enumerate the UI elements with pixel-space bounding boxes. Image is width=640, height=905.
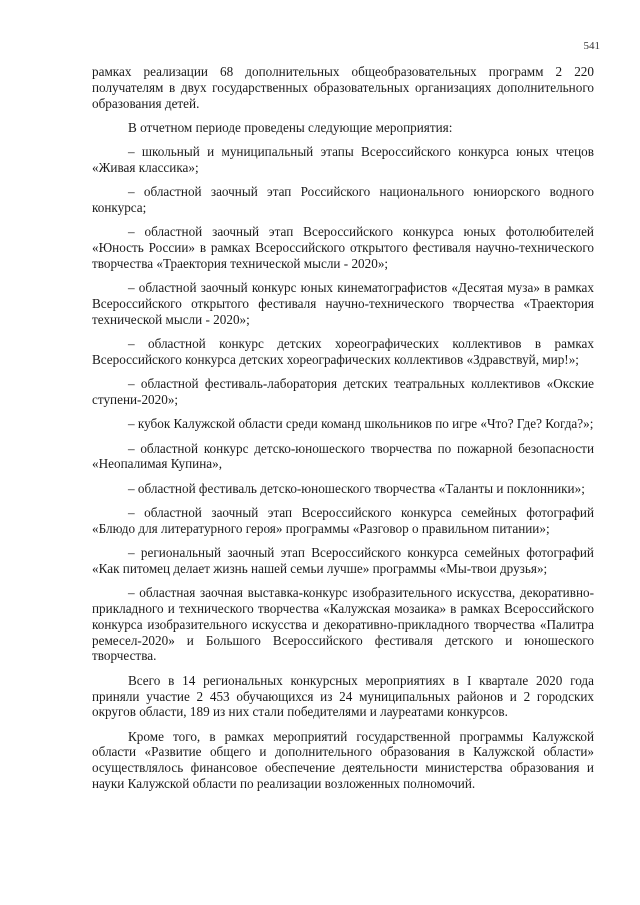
list-item: – кубок Калужской области среди команд школьников по игре «Что? Где? Когда?»; xyxy=(128,416,594,432)
list-item: – областной фестиваль детско-юношеского творчества «Таланты и поклонники»; xyxy=(128,480,585,496)
list-item: – областной заочный конкурс юных кинематографистов «Десятая муза» в рамках Всероссийского открытого фестиваля научно-технического творчества «Траектория технической мысли - 2020»; xyxy=(92,280,594,327)
list-item: – региональный заочный этап Всероссийского конкурса семейных фотографий «Как питомец делает жизнь нашей семьи лучше» программы «Мы-твои друзья»; xyxy=(92,545,594,576)
page-number: 541 xyxy=(583,40,600,52)
paragraph: Всего в 14 региональных конкурсных мероприятиях в I квартале 2020 года приняли участие 2 453 обучающихся из 24 муниципальных районов и 2 городских округов области, 189 из них стали победителями и лауреатами конкурсов. xyxy=(92,672,594,720)
list-item: – областной конкурс детско-юношеского творчества по пожарной безопасности «Неопалимая Купина», xyxy=(92,440,594,472)
paragraph: В отчетном периоде проведены следующие мероприятия: xyxy=(128,119,453,135)
list-item: – областной заочный этап Российского национального юниорского водного конкурса; xyxy=(92,184,594,216)
list-item: – областной заочный этап Всероссийского конкурса семейных фотографий «Блюдо для литературного героя» программы «Разговор о правильном питании»; xyxy=(92,505,594,536)
list-item: – школьный и муниципальный этапы Всероссийского конкурса юных чтецов «Живая классика»; xyxy=(92,144,594,175)
list-item: – областная заочная выставка-конкурс изобразительного искусства, декоративно-прикладного и технического творчества «Калужская мозаика» в рамках Всероссийского конкурса изобразительного искусства и декоративно-прикладного творчества «Палитра ремесел-2020» и Большого Всероссийского фестиваля детского и юношеского творчества. xyxy=(92,585,594,664)
document-body xyxy=(92,64,594,800)
list-item: – областной заочный этап Всероссийского конкурса юных фотолюбителей «Юность России» в рамках Всероссийского открытого фестиваля научно-технического творчества «Траектория технической мысли - 2020»; xyxy=(92,224,594,271)
paragraph: Кроме того, в рамках мероприятий государственной программы Калужской области «Развитие общего и дополнительного образования в Калужской области» осуществлялось финансовое обеспечение деятельности министерства образования и науки Калужской области по реализации возложенных полномочий. xyxy=(92,728,594,791)
paragraph: рамках реализации 68 дополнительных общеобразовательных программ 2 220 получателям в двух государственных образовательных организациях дополнительного образования детей. xyxy=(92,64,594,111)
list-item: – областной конкурс детских хореографических коллективов в рамках Всероссийского конкурса детских хореографических коллективов «Здравствуй, мир!»; xyxy=(92,336,594,367)
list-item: – областной фестиваль-лаборатория детских театральных коллективов «Окские ступени-2020»; xyxy=(92,376,594,408)
